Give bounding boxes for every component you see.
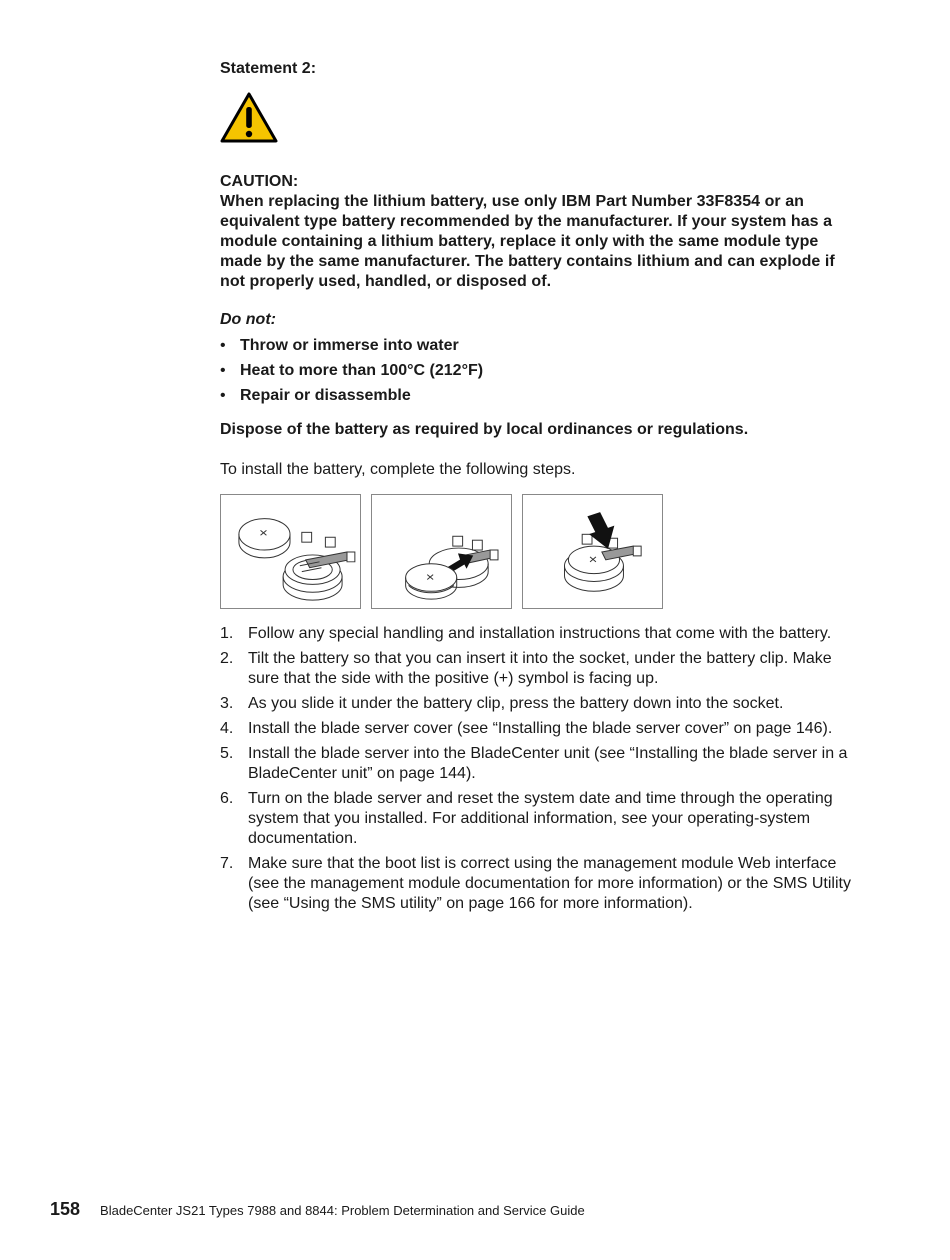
hazard-item xyxy=(220,336,860,356)
dispose-statement: Dispose of the battery as required by local ordinances or regulations. xyxy=(220,421,749,438)
step-number: 1. xyxy=(220,625,234,642)
caution-body: When replacing the lithium battery, use only IBM Part Number 33F8354 or an equivalent type battery recommended by the manufacturer. If your system has a module containing a lithium battery, replace it only with the same module type made by the same manufacturer. The battery contains lithium and can explode if not properly used, handled, or disposed of. xyxy=(220,193,835,290)
statement-title: Statement 2: xyxy=(220,60,317,77)
step-number: 5. xyxy=(220,745,234,762)
step-item xyxy=(220,789,860,849)
step-item xyxy=(220,744,860,784)
step-text: Follow any special handling and installation instructions that come with the battery. xyxy=(248,625,832,642)
illustration-press-battery-down xyxy=(522,494,663,609)
bullet: • xyxy=(220,362,226,379)
step-item xyxy=(220,624,860,644)
step-number: 7. xyxy=(220,855,234,872)
warning-triangle-icon xyxy=(220,92,278,144)
hazard-text: Heat to more than 100°C (212°F) xyxy=(240,362,484,379)
page-content xyxy=(220,59,860,919)
do-not-label: Do not: xyxy=(220,311,276,328)
caution-heading: CAUTION: xyxy=(220,173,299,190)
step-text: Make sure that the boot list is correct using the management module Web interface (see the management module documentation for more information) or the SMS Utility (see “Using the SMS utility” on page 166 for more information). xyxy=(248,855,851,912)
step-text: As you slide it under the battery clip, press the battery down into the socket. xyxy=(248,695,784,712)
bullet: • xyxy=(220,387,226,404)
illustration-tilt-battery xyxy=(371,494,512,609)
illustration-battery-beside-socket xyxy=(220,494,361,609)
step-item xyxy=(220,649,860,689)
step-text: Tilt the battery so that you can insert it into the socket, under the battery clip. Make sure that the side with the positive (+) symbol is facing up. xyxy=(248,650,832,687)
battery-illustrations xyxy=(220,494,860,609)
step-number: 4. xyxy=(220,720,234,737)
footer-title: BladeCenter JS21 Types 7988 and 8844: Problem Determination and Service Guide xyxy=(100,1203,585,1218)
step-number: 6. xyxy=(220,790,234,807)
step-number: 3. xyxy=(220,695,234,712)
hazard-item xyxy=(220,361,860,381)
step-text: Install the blade server cover (see “Installing the blade server cover” on page 146). xyxy=(248,720,833,737)
install-intro: To install the battery, complete the following steps. xyxy=(220,461,576,478)
hazard-list xyxy=(220,336,860,406)
install-steps-list xyxy=(220,624,860,914)
page-number: 158 xyxy=(50,1199,81,1219)
hazard-item xyxy=(220,386,860,406)
step-item xyxy=(220,694,860,714)
bullet: • xyxy=(220,337,226,354)
step-item xyxy=(220,719,860,739)
step-text: Install the blade server into the BladeCenter unit (see “Installing the blade server in a BladeCenter unit” on page 144). xyxy=(248,745,848,782)
hazard-text: Throw or immerse into water xyxy=(240,337,459,354)
step-item xyxy=(220,854,860,914)
step-number: 2. xyxy=(220,650,234,667)
hazard-text: Repair or disassemble xyxy=(240,387,411,404)
step-text: Turn on the blade server and reset the system date and time through the operating system that you installed. For additional information, see your operating-system documentation. xyxy=(248,790,833,847)
page-footer xyxy=(50,1199,585,1220)
